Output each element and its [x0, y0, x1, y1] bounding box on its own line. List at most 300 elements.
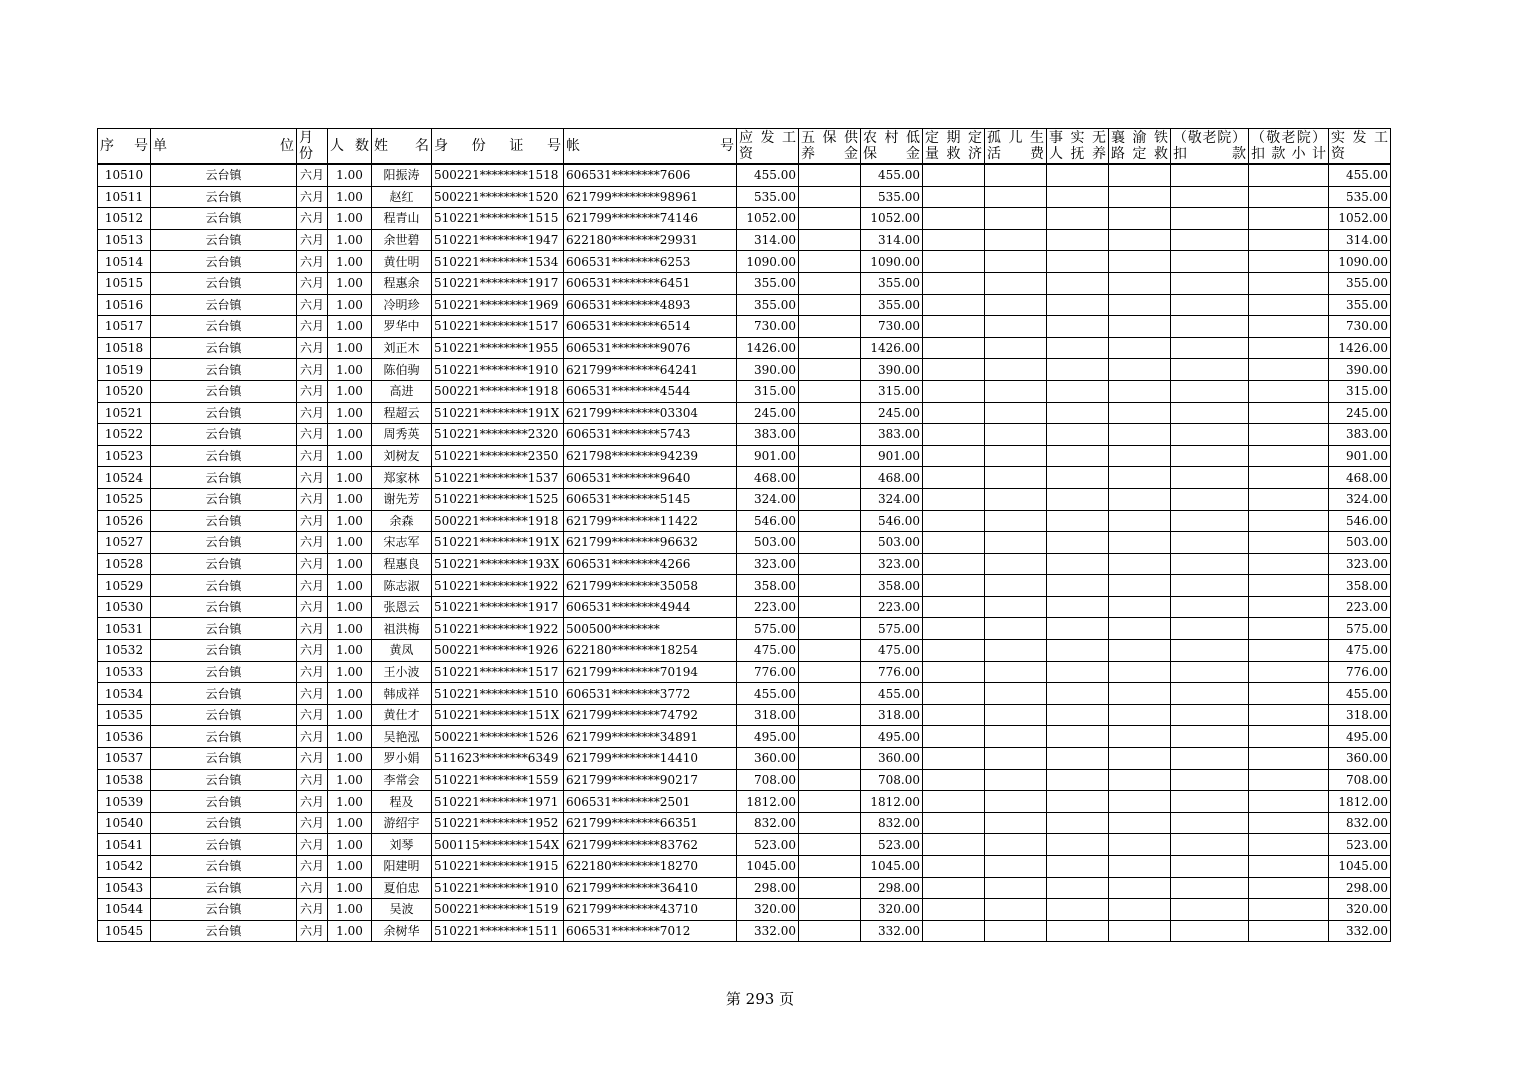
cell-count: 1.00 [328, 208, 372, 230]
cell-five-guarantee [799, 402, 861, 424]
cell-account: 622180********29931 [564, 229, 737, 251]
cell-orphan-living [985, 359, 1047, 381]
cell-nursing-deduction [1171, 683, 1249, 705]
cell-seq: 10544 [98, 899, 151, 921]
cell-rural-min-living: 358.00 [861, 575, 923, 597]
cell-name: 高进 [372, 380, 432, 402]
cell-count: 1.00 [328, 553, 372, 575]
cell-regular-relief [923, 899, 985, 921]
cell-count: 1.00 [328, 294, 372, 316]
table-row [98, 229, 1391, 251]
cell-nursing-deduction-subtotal [1249, 834, 1329, 856]
cell-xiangyu-railway [1109, 272, 1171, 294]
cell-rural-min-living: 1812.00 [861, 791, 923, 813]
header-col-net-pay: 实 发 工 资 [1329, 129, 1391, 165]
cell-nursing-deduction-subtotal [1249, 877, 1329, 899]
cell-id-number: 510221********1947 [432, 229, 564, 251]
cell-five-guarantee [799, 856, 861, 878]
cell-account: 606531********9076 [564, 337, 737, 359]
header-col-id-number: 身 份 证 号 [432, 129, 564, 165]
cell-xiangyu-railway [1109, 899, 1171, 921]
cell-nursing-deduction [1171, 812, 1249, 834]
cell-xiangyu-railway [1109, 769, 1171, 791]
cell-account: 606531********2501 [564, 791, 737, 813]
cell-unit: 云台镇 [151, 272, 297, 294]
cell-regular-relief [923, 661, 985, 683]
cell-nursing-deduction [1171, 704, 1249, 726]
cell-net-pay: 332.00 [1329, 920, 1391, 942]
cell-nursing-deduction [1171, 467, 1249, 489]
cell-net-pay: 901.00 [1329, 445, 1391, 467]
cell-orphan-living [985, 510, 1047, 532]
cell-regular-relief [923, 294, 985, 316]
cell-unit: 云台镇 [151, 834, 297, 856]
cell-seq: 10539 [98, 791, 151, 813]
cell-de-facto-orphan [1047, 791, 1109, 813]
cell-regular-relief [923, 208, 985, 230]
cell-net-pay: 390.00 [1329, 359, 1391, 381]
cell-rural-min-living: 455.00 [861, 164, 923, 186]
table-row [98, 380, 1391, 402]
cell-de-facto-orphan [1047, 618, 1109, 640]
cell-month: 六月 [297, 510, 328, 532]
cell-count: 1.00 [328, 704, 372, 726]
cell-nursing-deduction-subtotal [1249, 251, 1329, 273]
cell-xiangyu-railway [1109, 186, 1171, 208]
cell-id-number: 510221********1971 [432, 791, 564, 813]
cell-xiangyu-railway [1109, 812, 1171, 834]
cell-net-pay: 298.00 [1329, 877, 1391, 899]
cell-name: 宋志军 [372, 532, 432, 554]
cell-month: 六月 [297, 704, 328, 726]
cell-seq: 10517 [98, 316, 151, 338]
cell-orphan-living [985, 769, 1047, 791]
cell-net-pay: 360.00 [1329, 748, 1391, 770]
cell-five-guarantee [799, 186, 861, 208]
cell-unit: 云台镇 [151, 661, 297, 683]
cell-month: 六月 [297, 294, 328, 316]
cell-net-pay: 503.00 [1329, 532, 1391, 554]
cell-payable: 358.00 [737, 575, 799, 597]
table-row [98, 791, 1391, 813]
cell-rural-min-living: 314.00 [861, 229, 923, 251]
cell-name: 罗华中 [372, 316, 432, 338]
cell-de-facto-orphan [1047, 380, 1109, 402]
cell-regular-relief [923, 467, 985, 489]
cell-month: 六月 [297, 380, 328, 402]
cell-id-number: 510221********2320 [432, 424, 564, 446]
cell-id-number: 510221********1559 [432, 769, 564, 791]
cell-five-guarantee [799, 316, 861, 338]
cell-name: 陈志淑 [372, 575, 432, 597]
cell-net-pay: 523.00 [1329, 834, 1391, 856]
cell-net-pay: 575.00 [1329, 618, 1391, 640]
cell-count: 1.00 [328, 467, 372, 489]
cell-name: 郑家林 [372, 467, 432, 489]
cell-xiangyu-railway [1109, 488, 1171, 510]
cell-account: 622180********18254 [564, 640, 737, 662]
header-col-month: 月份 [297, 129, 328, 165]
cell-orphan-living [985, 186, 1047, 208]
cell-account: 606531********4944 [564, 596, 737, 618]
cell-nursing-deduction [1171, 661, 1249, 683]
cell-net-pay: 455.00 [1329, 164, 1391, 186]
cell-name: 程超云 [372, 402, 432, 424]
cell-unit: 云台镇 [151, 467, 297, 489]
cell-net-pay: 1426.00 [1329, 337, 1391, 359]
cell-payable: 245.00 [737, 402, 799, 424]
cell-net-pay: 708.00 [1329, 769, 1391, 791]
cell-name: 祖洪梅 [372, 618, 432, 640]
cell-orphan-living [985, 683, 1047, 705]
cell-xiangyu-railway [1109, 877, 1171, 899]
cell-nursing-deduction [1171, 186, 1249, 208]
page-number: 第 293 页 [725, 990, 795, 1008]
cell-regular-relief [923, 769, 985, 791]
cell-five-guarantee [799, 532, 861, 554]
cell-five-guarantee [799, 488, 861, 510]
cell-de-facto-orphan [1047, 769, 1109, 791]
cell-id-number: 510221********151X [432, 704, 564, 726]
cell-unit: 云台镇 [151, 877, 297, 899]
cell-unit: 云台镇 [151, 164, 297, 186]
cell-nursing-deduction-subtotal [1249, 769, 1329, 791]
cell-id-number: 510221********191X [432, 532, 564, 554]
cell-unit: 云台镇 [151, 920, 297, 942]
cell-id-number: 510221********1952 [432, 812, 564, 834]
cell-orphan-living [985, 899, 1047, 921]
cell-month: 六月 [297, 834, 328, 856]
cell-net-pay: 776.00 [1329, 661, 1391, 683]
table-row [98, 186, 1391, 208]
cell-rural-min-living: 468.00 [861, 467, 923, 489]
cell-name: 吴波 [372, 899, 432, 921]
cell-nursing-deduction [1171, 337, 1249, 359]
cell-payable: 503.00 [737, 532, 799, 554]
cell-month: 六月 [297, 316, 328, 338]
cell-de-facto-orphan [1047, 186, 1109, 208]
cell-count: 1.00 [328, 791, 372, 813]
cell-month: 六月 [297, 640, 328, 662]
cell-seq: 10530 [98, 596, 151, 618]
cell-xiangyu-railway [1109, 661, 1171, 683]
cell-account: 606531********6514 [564, 316, 737, 338]
cell-seq: 10516 [98, 294, 151, 316]
cell-unit: 云台镇 [151, 769, 297, 791]
cell-xiangyu-railway [1109, 856, 1171, 878]
cell-seq: 10514 [98, 251, 151, 273]
cell-five-guarantee [799, 424, 861, 446]
cell-orphan-living [985, 488, 1047, 510]
cell-net-pay: 320.00 [1329, 899, 1391, 921]
cell-id-number: 500221********1518 [432, 164, 564, 186]
cell-month: 六月 [297, 229, 328, 251]
cell-id-number: 510221********191X [432, 402, 564, 424]
cell-nursing-deduction-subtotal [1249, 337, 1329, 359]
cell-nursing-deduction [1171, 834, 1249, 856]
cell-account: 621799********96632 [564, 532, 737, 554]
cell-five-guarantee [799, 229, 861, 251]
cell-xiangyu-railway [1109, 251, 1171, 273]
cell-de-facto-orphan [1047, 748, 1109, 770]
cell-seq: 10513 [98, 229, 151, 251]
cell-id-number: 500221********1918 [432, 380, 564, 402]
cell-id-number: 510221********1917 [432, 596, 564, 618]
cell-unit: 云台镇 [151, 488, 297, 510]
cell-net-pay: 383.00 [1329, 424, 1391, 446]
cell-month: 六月 [297, 661, 328, 683]
cell-nursing-deduction [1171, 164, 1249, 186]
cell-unit: 云台镇 [151, 553, 297, 575]
header-col-count: 人 数 [328, 129, 372, 165]
cell-seq: 10520 [98, 380, 151, 402]
cell-unit: 云台镇 [151, 380, 297, 402]
cell-unit: 云台镇 [151, 683, 297, 705]
cell-id-number: 510221********1915 [432, 856, 564, 878]
cell-nursing-deduction-subtotal [1249, 920, 1329, 942]
cell-id-number: 500115********154X [432, 834, 564, 856]
cell-orphan-living [985, 272, 1047, 294]
cell-xiangyu-railway [1109, 164, 1171, 186]
cell-name: 王小波 [372, 661, 432, 683]
cell-net-pay: 314.00 [1329, 229, 1391, 251]
cell-name: 周秀英 [372, 424, 432, 446]
cell-id-number: 510221********1511 [432, 920, 564, 942]
cell-orphan-living [985, 618, 1047, 640]
cell-net-pay: 245.00 [1329, 402, 1391, 424]
cell-regular-relief [923, 748, 985, 770]
cell-nursing-deduction-subtotal [1249, 272, 1329, 294]
cell-count: 1.00 [328, 359, 372, 381]
cell-nursing-deduction-subtotal [1249, 791, 1329, 813]
cell-orphan-living [985, 424, 1047, 446]
cell-name: 游绍宇 [372, 812, 432, 834]
cell-de-facto-orphan [1047, 877, 1109, 899]
cell-payable: 901.00 [737, 445, 799, 467]
header-col-name: 姓 名 [372, 129, 432, 165]
cell-payable: 708.00 [737, 769, 799, 791]
cell-five-guarantee [799, 683, 861, 705]
cell-unit: 云台镇 [151, 812, 297, 834]
cell-payable: 523.00 [737, 834, 799, 856]
cell-nursing-deduction-subtotal [1249, 424, 1329, 446]
cell-account: 606531********4893 [564, 294, 737, 316]
cell-rural-min-living: 318.00 [861, 704, 923, 726]
cell-de-facto-orphan [1047, 337, 1109, 359]
cell-month: 六月 [297, 337, 328, 359]
cell-account: 621799********83762 [564, 834, 737, 856]
cell-regular-relief [923, 251, 985, 273]
cell-five-guarantee [799, 164, 861, 186]
cell-unit: 云台镇 [151, 359, 297, 381]
cell-id-number: 510221********1922 [432, 618, 564, 640]
cell-count: 1.00 [328, 618, 372, 640]
header-row [98, 129, 1391, 165]
cell-five-guarantee [799, 661, 861, 683]
cell-net-pay: 535.00 [1329, 186, 1391, 208]
cell-payable: 730.00 [737, 316, 799, 338]
cell-unit: 云台镇 [151, 316, 297, 338]
cell-unit: 云台镇 [151, 294, 297, 316]
cell-count: 1.00 [328, 877, 372, 899]
cell-unit: 云台镇 [151, 726, 297, 748]
cell-payable: 318.00 [737, 704, 799, 726]
cell-name: 吴艳泓 [372, 726, 432, 748]
cell-id-number: 510221********1910 [432, 877, 564, 899]
cell-name: 程惠余 [372, 272, 432, 294]
cell-nursing-deduction-subtotal [1249, 812, 1329, 834]
cell-unit: 云台镇 [151, 640, 297, 662]
cell-month: 六月 [297, 272, 328, 294]
cell-de-facto-orphan [1047, 532, 1109, 554]
cell-nursing-deduction [1171, 510, 1249, 532]
cell-month: 六月 [297, 748, 328, 770]
cell-nursing-deduction [1171, 445, 1249, 467]
table-row [98, 553, 1391, 575]
cell-unit: 云台镇 [151, 748, 297, 770]
cell-nursing-deduction-subtotal [1249, 229, 1329, 251]
cell-count: 1.00 [328, 251, 372, 273]
cell-xiangyu-railway [1109, 208, 1171, 230]
cell-orphan-living [985, 812, 1047, 834]
cell-regular-relief [923, 640, 985, 662]
cell-account: 621799********98961 [564, 186, 737, 208]
table-row [98, 856, 1391, 878]
cell-nursing-deduction-subtotal [1249, 856, 1329, 878]
cell-payable: 324.00 [737, 488, 799, 510]
cell-unit: 云台镇 [151, 424, 297, 446]
cell-xiangyu-railway [1109, 683, 1171, 705]
cell-regular-relief [923, 812, 985, 834]
cell-rural-min-living: 390.00 [861, 359, 923, 381]
table-row [98, 488, 1391, 510]
cell-nursing-deduction [1171, 294, 1249, 316]
cell-nursing-deduction [1171, 380, 1249, 402]
cell-xiangyu-railway [1109, 791, 1171, 813]
cell-rural-min-living: 324.00 [861, 488, 923, 510]
cell-net-pay: 468.00 [1329, 467, 1391, 489]
cell-net-pay: 318.00 [1329, 704, 1391, 726]
cell-unit: 云台镇 [151, 596, 297, 618]
cell-xiangyu-railway [1109, 640, 1171, 662]
cell-month: 六月 [297, 164, 328, 186]
cell-nursing-deduction [1171, 640, 1249, 662]
cell-rural-min-living: 1426.00 [861, 337, 923, 359]
cell-month: 六月 [297, 596, 328, 618]
cell-xiangyu-railway [1109, 402, 1171, 424]
cell-nursing-deduction-subtotal [1249, 726, 1329, 748]
cell-rural-min-living: 360.00 [861, 748, 923, 770]
cell-seq: 10524 [98, 467, 151, 489]
cell-seq: 10545 [98, 920, 151, 942]
cell-rural-min-living: 298.00 [861, 877, 923, 899]
table-row [98, 467, 1391, 489]
cell-nursing-deduction [1171, 791, 1249, 813]
cell-month: 六月 [297, 488, 328, 510]
cell-xiangyu-railway [1109, 294, 1171, 316]
cell-seq: 10540 [98, 812, 151, 834]
cell-seq: 10535 [98, 704, 151, 726]
cell-nursing-deduction-subtotal [1249, 553, 1329, 575]
cell-unit: 云台镇 [151, 856, 297, 878]
cell-unit: 云台镇 [151, 445, 297, 467]
cell-five-guarantee [799, 337, 861, 359]
cell-seq: 10534 [98, 683, 151, 705]
cell-count: 1.00 [328, 899, 372, 921]
cell-nursing-deduction [1171, 424, 1249, 446]
cell-net-pay: 223.00 [1329, 596, 1391, 618]
cell-month: 六月 [297, 251, 328, 273]
cell-id-number: 500221********1526 [432, 726, 564, 748]
cell-orphan-living [985, 704, 1047, 726]
table-row [98, 920, 1391, 942]
cell-nursing-deduction [1171, 251, 1249, 273]
cell-id-number: 510221********1517 [432, 316, 564, 338]
cell-xiangyu-railway [1109, 726, 1171, 748]
cell-nursing-deduction-subtotal [1249, 380, 1329, 402]
cell-month: 六月 [297, 424, 328, 446]
cell-id-number: 500221********1520 [432, 186, 564, 208]
cell-nursing-deduction-subtotal [1249, 575, 1329, 597]
cell-seq: 10541 [98, 834, 151, 856]
cell-xiangyu-railway [1109, 359, 1171, 381]
cell-net-pay: 1045.00 [1329, 856, 1391, 878]
cell-payable: 332.00 [737, 920, 799, 942]
cell-rural-min-living: 355.00 [861, 272, 923, 294]
cell-name: 韩成祥 [372, 683, 432, 705]
cell-nursing-deduction-subtotal [1249, 164, 1329, 186]
cell-account: 606531********6253 [564, 251, 737, 273]
cell-payable: 323.00 [737, 553, 799, 575]
cell-id-number: 510221********1537 [432, 467, 564, 489]
table-row [98, 877, 1391, 899]
cell-orphan-living [985, 553, 1047, 575]
cell-count: 1.00 [328, 402, 372, 424]
cell-de-facto-orphan [1047, 704, 1109, 726]
cell-seq: 10527 [98, 532, 151, 554]
cell-payable: 455.00 [737, 683, 799, 705]
cell-count: 1.00 [328, 424, 372, 446]
cell-nursing-deduction-subtotal [1249, 704, 1329, 726]
cell-xiangyu-railway [1109, 920, 1171, 942]
cell-orphan-living [985, 337, 1047, 359]
cell-unit: 云台镇 [151, 704, 297, 726]
cell-nursing-deduction [1171, 402, 1249, 424]
cell-nursing-deduction-subtotal [1249, 532, 1329, 554]
cell-payable: 535.00 [737, 186, 799, 208]
cell-seq: 10533 [98, 661, 151, 683]
cell-count: 1.00 [328, 337, 372, 359]
cell-name: 程及 [372, 791, 432, 813]
cell-count: 1.00 [328, 445, 372, 467]
cell-de-facto-orphan [1047, 488, 1109, 510]
cell-month: 六月 [297, 575, 328, 597]
cell-account: 621799********74146 [564, 208, 737, 230]
table-row [98, 704, 1391, 726]
cell-account: 621799********34891 [564, 726, 737, 748]
cell-nursing-deduction-subtotal [1249, 208, 1329, 230]
cell-payable: 320.00 [737, 899, 799, 921]
cell-net-pay: 832.00 [1329, 812, 1391, 834]
cell-de-facto-orphan [1047, 402, 1109, 424]
table-row [98, 251, 1391, 273]
cell-de-facto-orphan [1047, 661, 1109, 683]
cell-payable: 383.00 [737, 424, 799, 446]
cell-net-pay: 475.00 [1329, 640, 1391, 662]
table-row [98, 424, 1391, 446]
cell-orphan-living [985, 532, 1047, 554]
cell-net-pay: 323.00 [1329, 553, 1391, 575]
